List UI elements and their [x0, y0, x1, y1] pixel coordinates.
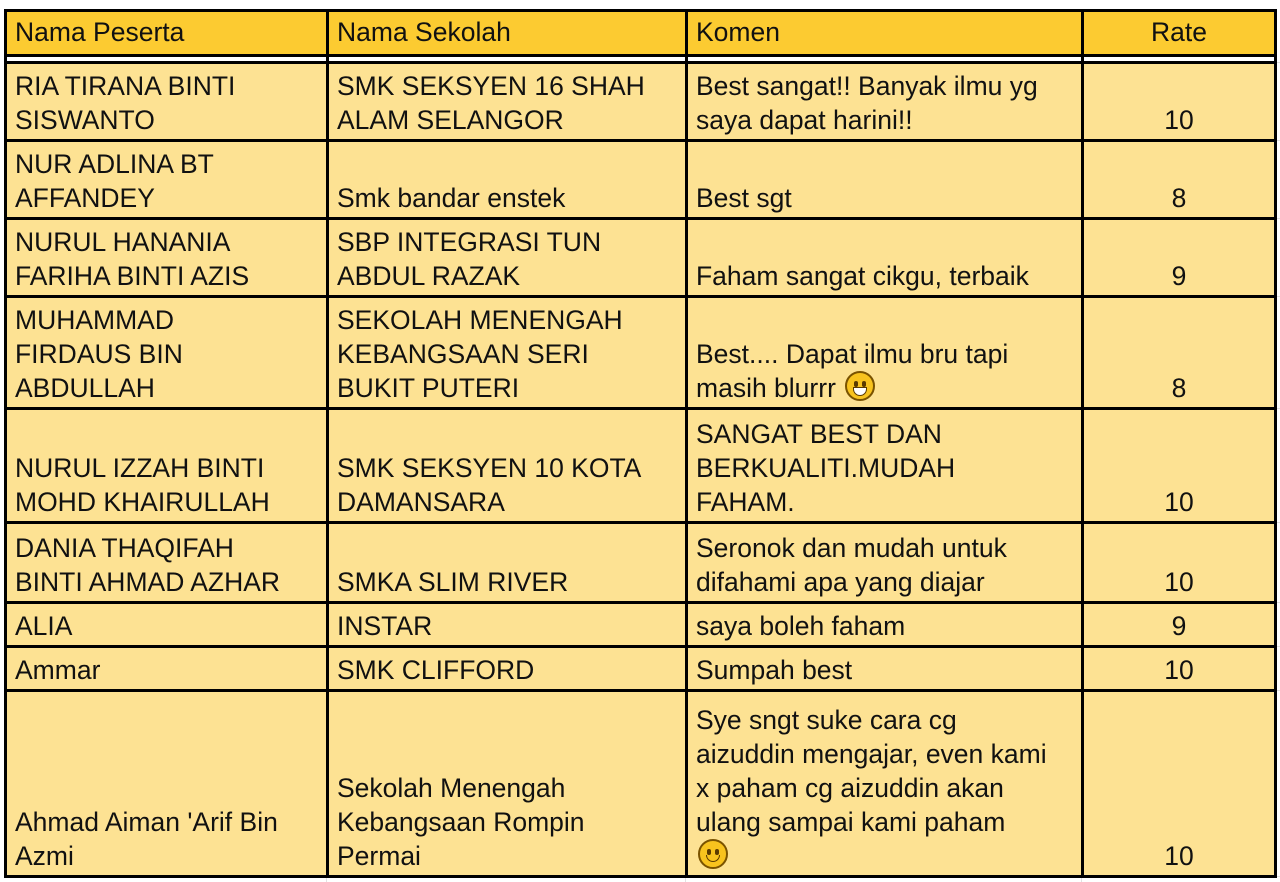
cell-rate[interactable]: 8 [1083, 297, 1276, 409]
table-row [6, 219, 1276, 297]
cell-school[interactable]: SMK SEKSYEN 10 KOTA DAMANSARA [328, 409, 687, 523]
cell-school[interactable]: SMK CLIFFORD [328, 647, 687, 691]
cell-rate[interactable]: 9 [1083, 219, 1276, 297]
table-row [6, 523, 1276, 603]
cell-comment[interactable]: saya boleh faham [687, 603, 1083, 647]
header-row [6, 11, 1276, 56]
cell-name[interactable]: NUR ADLINA BT AFFANDEY [6, 141, 328, 219]
cell-school[interactable]: SEKOLAH MENENGAH KEBANGSAAN SERI BUKIT PUTERI [328, 297, 687, 409]
cell-rate[interactable]: 9 [1083, 603, 1276, 647]
header-cell-school[interactable]: Nama Sekolah [328, 11, 687, 56]
cell-school[interactable]: INSTAR [328, 603, 687, 647]
header-cell-rate[interactable]: Rate [1083, 11, 1276, 56]
smiling-face-icon [698, 839, 728, 869]
table-row [6, 691, 1276, 877]
cell-rate[interactable]: 10 [1083, 647, 1276, 691]
table-row [6, 409, 1276, 523]
cell-name[interactable]: ALIA [6, 603, 328, 647]
table-row [6, 63, 1276, 141]
grinning-face-icon [845, 371, 875, 401]
cell-school[interactable]: Smk bandar enstek [328, 141, 687, 219]
column-header-strip [0, 0, 1280, 9]
header-cell-comment[interactable]: Komen [687, 11, 1083, 56]
cell-name[interactable]: RIA TIRANA BINTI SISWANTO [6, 63, 328, 141]
cell-comment-text: Sye sngt suke cara cg aizuddin mengajar, even kami x paham cg aizuddin akan ulang sampai kami paham [696, 705, 1047, 837]
table-row [6, 297, 1276, 409]
cell-comment[interactable]: Faham sangat cikgu, terbaik [687, 219, 1083, 297]
cell-name[interactable]: DANIA THAQIFAH BINTI AHMAD AZHAR [6, 523, 328, 603]
cell-comment[interactable]: Seronok dan mudah untuk difahami apa yang diajar [687, 523, 1083, 603]
cell-school[interactable]: SBP INTEGRASI TUN ABDUL RAZAK [328, 219, 687, 297]
cell-comment[interactable] [687, 691, 1083, 877]
cell-rate[interactable]: 8 [1083, 141, 1276, 219]
cell-name[interactable]: Ahmad Aiman 'Arif Bin Azmi [6, 691, 328, 877]
cell-name[interactable]: NURUL HANANIA FARIHA BINTI AZIS [6, 219, 328, 297]
cell-school[interactable]: SMK SEKSYEN 16 SHAH ALAM SELANGOR [328, 63, 687, 141]
cell-rate[interactable]: 10 [1083, 409, 1276, 523]
cell-comment[interactable]: Sumpah best [687, 647, 1083, 691]
cell-name[interactable]: Ammar [6, 647, 328, 691]
cell-name[interactable]: NURUL IZZAH BINTI MOHD KHAIRULLAH [6, 409, 328, 523]
cell-rate[interactable]: 10 [1083, 691, 1276, 877]
feedback-table [4, 9, 1277, 878]
cell-school[interactable]: Sekolah Menengah Kebangsaan Rompin Permai [328, 691, 687, 877]
cell-rate[interactable]: 10 [1083, 63, 1276, 141]
cell-comment-text: Best.... Dapat ilmu bru tapi masih blurrr [696, 339, 1009, 403]
cell-rate[interactable]: 10 [1083, 523, 1276, 603]
table-row [6, 603, 1276, 647]
table-row [6, 141, 1276, 219]
table-row [6, 647, 1276, 691]
cell-comment[interactable] [687, 297, 1083, 409]
cell-comment[interactable]: Best sangat!! Banyak ilmu yg saya dapat harini!! [687, 63, 1083, 141]
cell-comment[interactable]: SANGAT BEST DAN BERKUALITI.MUDAH FAHAM. [687, 409, 1083, 523]
cell-name[interactable]: MUHAMMAD FIRDAUS BIN ABDULLAH [6, 297, 328, 409]
header-cell-name[interactable]: Nama Peserta [6, 11, 328, 56]
cell-comment[interactable]: Best sgt [687, 141, 1083, 219]
cell-school[interactable]: SMKA SLIM RIVER [328, 523, 687, 603]
frozen-row-divider [6, 56, 1276, 63]
